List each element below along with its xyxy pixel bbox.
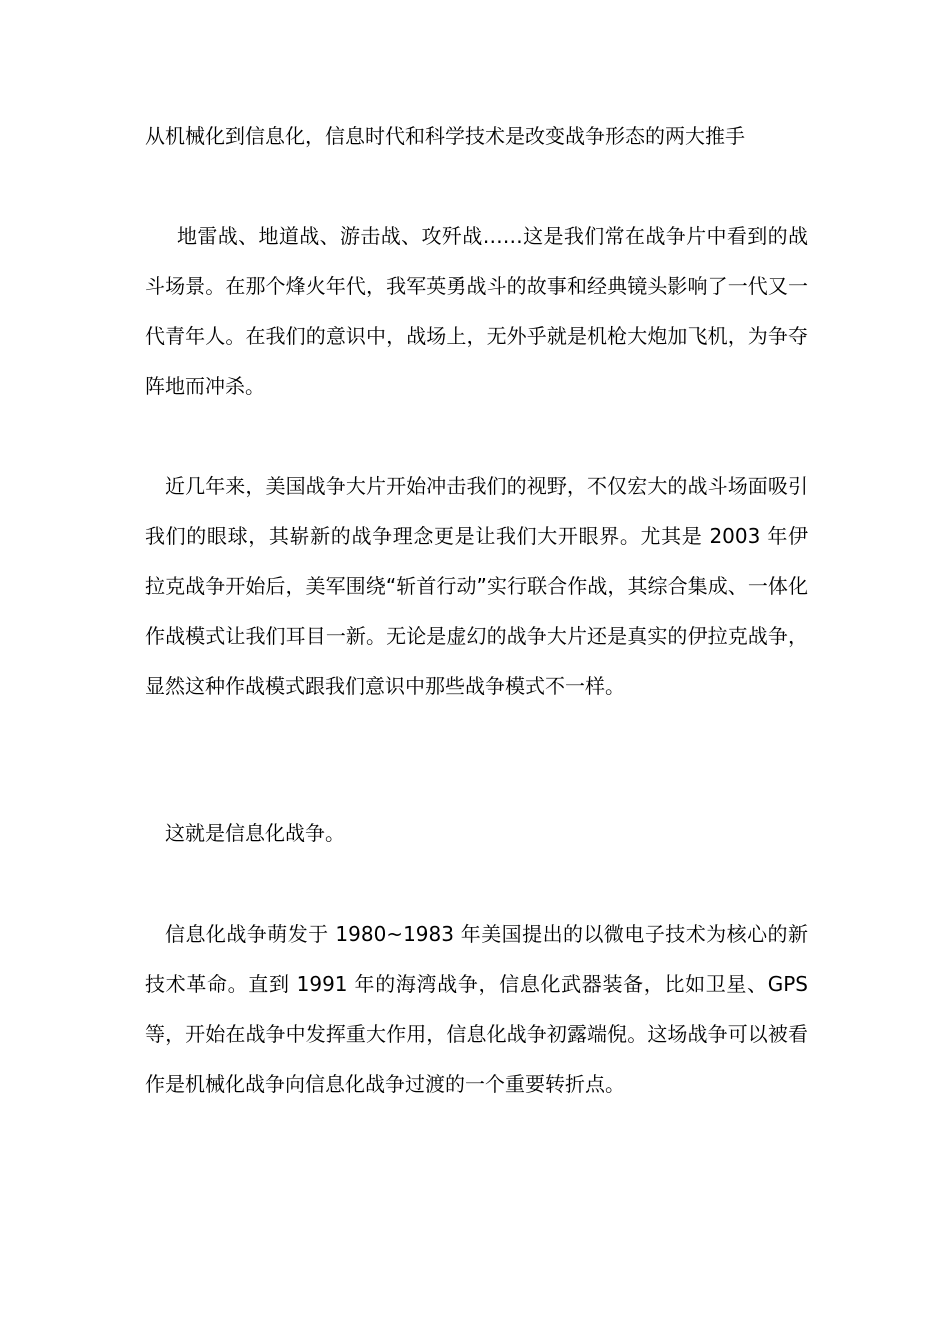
- paragraph-2: 近几年来，美国战争大片开始冲击我们的视野，不仅宏大的战斗场面吸引我们的眼球，其崭新的战争理念更是让我们大开眼界。尤其是 2003 年伊拉克战争开始后，美军围绕“斩首行动”实行联合作战，其综合集成、一体化作战模式让我们耳目一新。无论是虚幻的战争大片还是真实的伊拉克战争，显然这种作战模式跟我们意识中那些战争模式不一样。: [145, 474, 808, 698]
- paragraph-1: 地雷战、地道战、游击战、攻歼战……这是我们常在战争片中看到的战斗场景。在那个烽火年代，我军英勇战斗的故事和经典镜头影响了一代又一代青年人。在我们的意识中，战场上，无外乎就是机枪大炮加飞机，为争夺阵地而冲杀。: [145, 224, 808, 398]
- paragraph-3: 这就是信息化战争。: [165, 821, 345, 845]
- article-title: 从机械化到信息化，信息时代和科学技术是改变战争形态的两大推手: [145, 124, 745, 148]
- paragraph-4: 信息化战争萌发于 1980~1983 年美国提出的以微电子技术为核心的新技术革命。直到 1991 年的海湾战争，信息化武器装备，比如卫星、GPS 等，开始在战争中发挥重大作用，信息化战争初露端倪。这场战争可以被看作是机械化战争向信息化战争过渡的一个重要转折点。: [145, 922, 808, 1096]
